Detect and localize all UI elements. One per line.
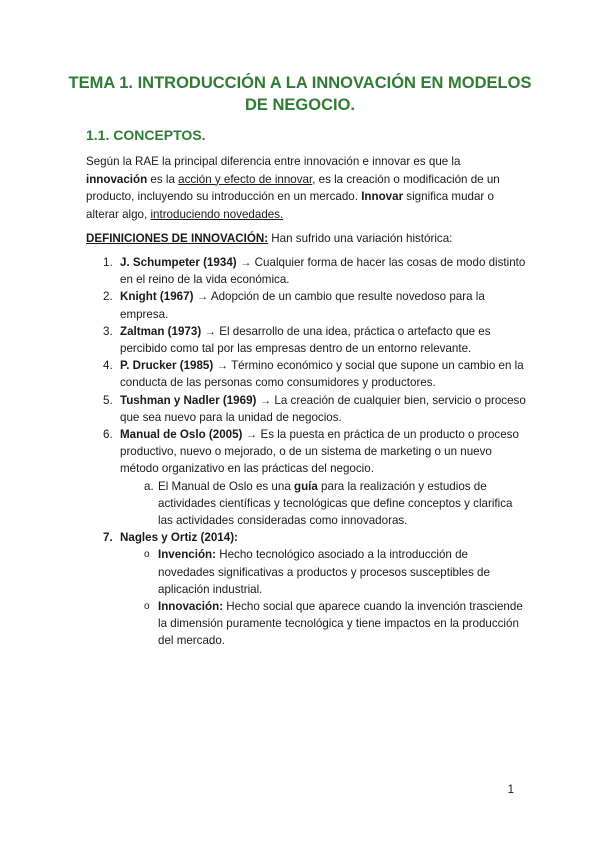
definitions-heading-label: DEFINICIONES DE INNOVACIÓN:: [86, 232, 269, 245]
list-number: 1.: [103, 256, 113, 269]
list-author: Zaltman (1973): [120, 324, 202, 338]
list-item: [86, 392, 526, 426]
list-number: 4.: [103, 359, 113, 373]
sub-list-mark: a.: [144, 479, 154, 493]
list-item: [86, 529, 526, 546]
list-text: → El desarrollo de una idea, práctica o artefacto que es percibido como tal por las empresas dentro de un entorno relevante.: [120, 324, 491, 356]
list-text: → Cualquier forma de hacer las cosas de modo distinto en el reino de la vida económica.: [120, 256, 526, 287]
bullet-mark: o: [144, 549, 150, 561]
list-author: P. Drucker (1985): [120, 359, 214, 373]
list-number: 7.: [103, 531, 113, 545]
intro-paragraph: [86, 153, 522, 223]
list-text: → La creación de cualquier bien, servicio o proceso que sea nuevo para la unidad de negocios.: [120, 393, 526, 424]
list-author: J. Schumpeter (1934): [120, 256, 237, 269]
list-text: → Adopción de un cambio que resulte novedoso para la empresa.: [120, 290, 485, 321]
bullet-item: [86, 546, 526, 598]
definitions-heading: [86, 230, 522, 248]
intro-text-2: es la: [147, 172, 179, 186]
bullet-text: Hecho social que aparece cuando la invención trasciende la dimensión puramente tecnológica y tiene impactos en la producción del mercado.: [158, 600, 523, 648]
intro-text-3: , es la creación o modificación de un producto, incluyendo su introducción en un mercado.: [86, 172, 500, 204]
sub-text-2: para la realización y estudios de actividades científicas y tecnológicas que define conceptos y clarifica las actividades consideradas como innovadoras.: [158, 479, 513, 528]
list-number: 6.: [103, 428, 113, 442]
intro-underline-1: acción y efecto de innovar: [178, 172, 313, 186]
sub-list-item: [86, 478, 526, 530]
title-line-2: DE NEGOCIO.: [244, 96, 355, 114]
list-item: [86, 254, 526, 288]
intro-text-1: Según la RAE la principal diferencia entre innovación e innovar es que la: [86, 155, 461, 168]
list-author: Nagles y Ortiz (2014):: [120, 531, 238, 545]
list-author: Tushman y Nadler (1969): [120, 393, 257, 407]
intro-bold-innovar: Innovar: [361, 190, 404, 204]
list-author: Knight (1967): [120, 290, 194, 304]
list-text: → Es la puesta en práctica de un producto o proceso productivo, nuevo o mejorado, o de un sistema de marketing o un nuevo método organizativo en las prácticas del negocio.: [120, 428, 519, 476]
list-number: 2.: [103, 290, 113, 304]
list-text: → Término económico y social que supone un cambio en la conducta de las personas como consumidores y productores.: [120, 359, 524, 390]
sub-bold-guia: guía: [293, 479, 318, 493]
intro-underline-2: introduciendo novedades.: [150, 207, 284, 221]
bullet-term: Invención:: [158, 548, 216, 562]
section-heading: 1.1. CONCEPTOS.: [86, 127, 206, 143]
title-line-1: TEMA 1. INTRODUCCIÓN A LA INNOVACIÓN EN MODELOS: [68, 74, 532, 92]
list-item: [86, 323, 526, 357]
list-item: [86, 426, 526, 478]
page-title: [60, 72, 540, 116]
bullet-term: Innovación:: [158, 600, 224, 614]
bullet-item: [86, 598, 526, 650]
list-number: 5.: [103, 393, 113, 407]
list-item: [86, 357, 526, 391]
list-number: 3.: [103, 324, 113, 338]
sub-text-1: El Manual de Oslo es una: [158, 479, 294, 493]
definitions-heading-rest: Han sufrido una variación histórica:: [268, 232, 453, 245]
bullet-text: Hecho tecnológico asociado a la introducción de novedades significativas a productos y procesos susceptibles de aplicación industrial.: [158, 548, 490, 596]
intro-bold-innovacion: innovación: [86, 172, 148, 186]
definitions-list: [86, 254, 526, 650]
bullet-mark: o: [144, 601, 150, 613]
intro-text-4: significa mudar o alterar algo,: [86, 190, 494, 221]
list-item: [86, 288, 526, 322]
list-author: Manual de Oslo (2005): [120, 428, 243, 442]
page-number: 1: [507, 784, 514, 796]
